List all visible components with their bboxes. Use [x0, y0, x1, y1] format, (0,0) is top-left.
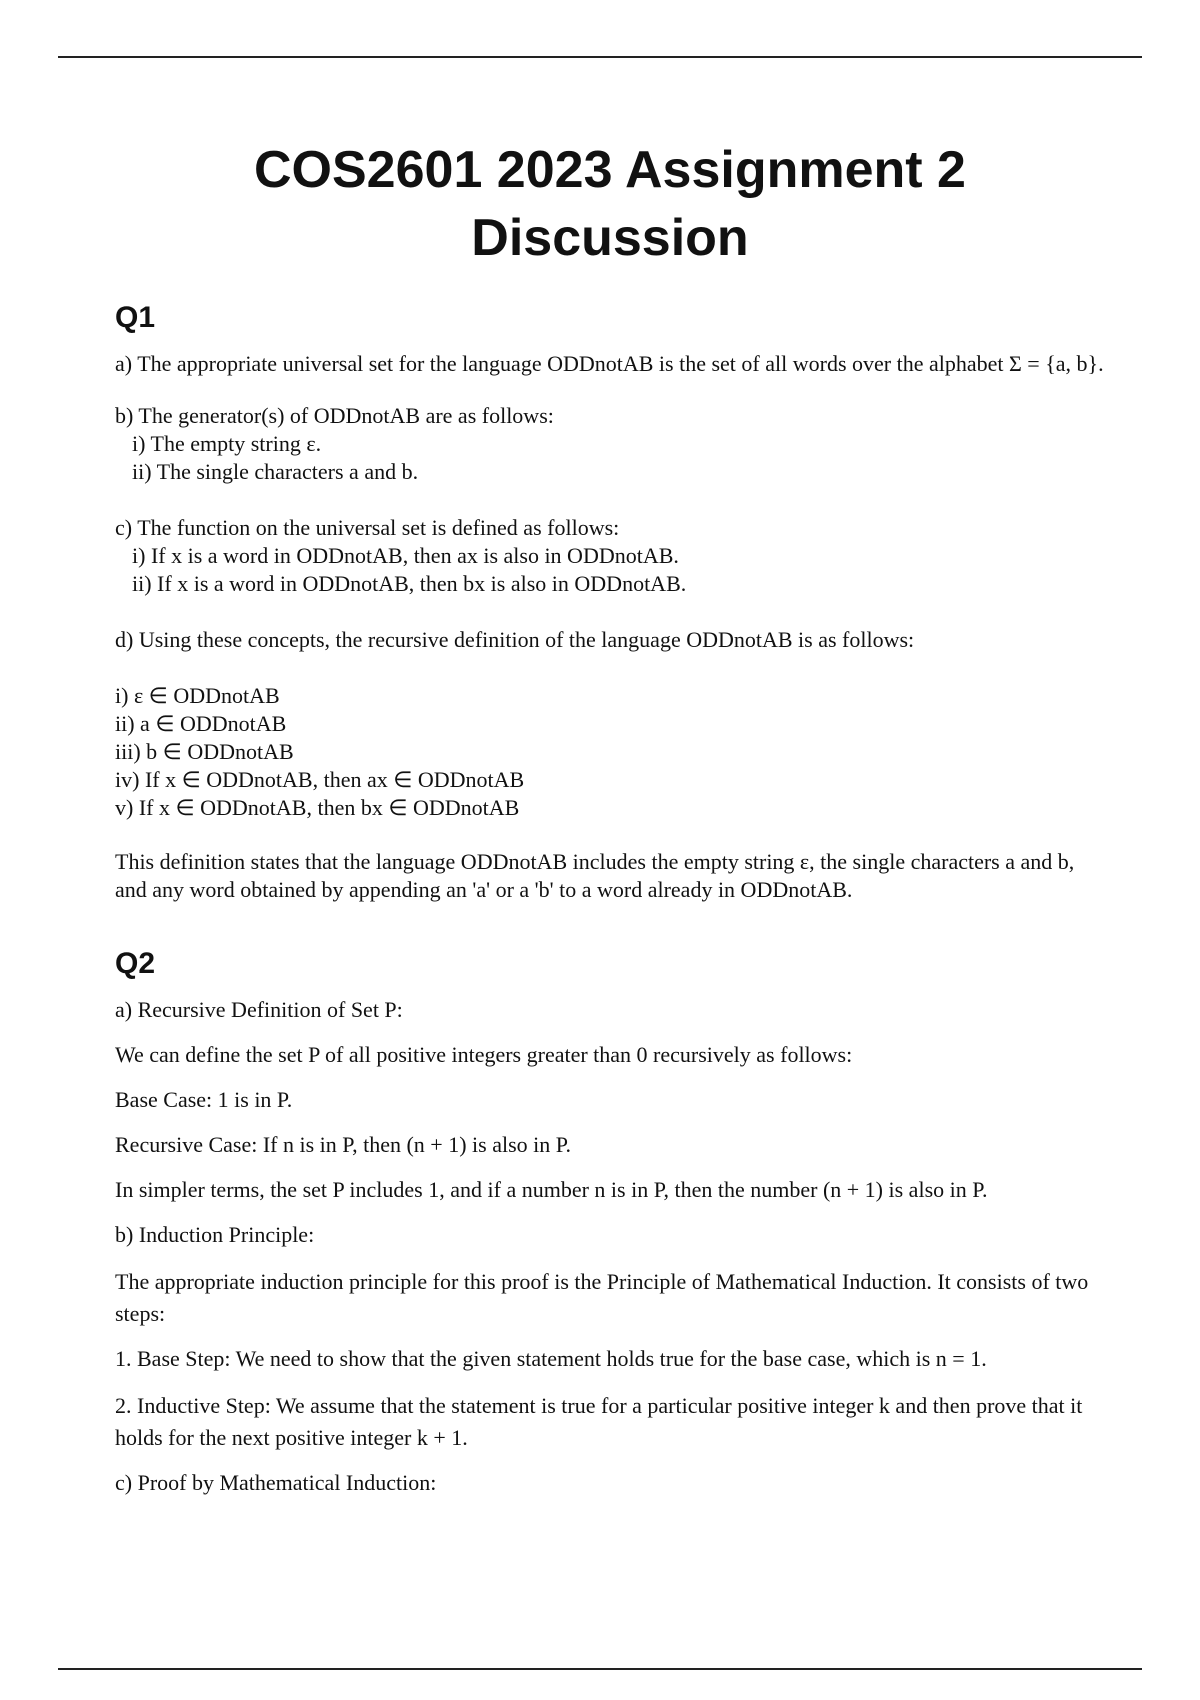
q1-c-block [115, 514, 1105, 598]
list-item: v) If x ∈ ODDnotAB, then bx ∈ ODDnotAB [115, 795, 520, 820]
q2-paragraph: a) Recursive Definition of Set P: [115, 997, 403, 1022]
q2-paragraph: The appropriate induction principle for this proof is the Principle of Mathematical Induction. It consists of two steps: [115, 1269, 1089, 1326]
q2-paragraph: b) Induction Principle: [115, 1222, 315, 1247]
list-item: i) ε ∈ ODDnotAB [115, 683, 280, 708]
bottom-rule [58, 1668, 1142, 1670]
list-item: i) If x is a word in ODDnotAB, then ax is also in ODDnotAB. [132, 543, 679, 568]
q1-summary: This definition states that the language ODDnotAB includes the empty string ε, the single characters a and b, and any word obtained by appending an 'a' or a 'b' to a word already in ODDnotAB. [115, 849, 1075, 902]
q2-paragraph: 1. Base Step: We need to show that the given statement holds true for the base case, which is n = 1. [115, 1346, 987, 1371]
q2-paragraph: Base Case: 1 is in P. [115, 1087, 293, 1112]
q1-c-list [115, 542, 1105, 598]
q2-paragraph: Recursive Case: If n is in P, then (n + 1) is also in P. [115, 1132, 572, 1157]
q1-a-text: a) The appropriate universal set for the language ODDnotAB is the set of all words over the alphabet Σ = {a, b}. [115, 351, 1104, 376]
q2-paragraph: We can define the set P of all positive integers greater than 0 recursively as follows: [115, 1042, 853, 1067]
document-page [115, 136, 1105, 1497]
list-item: iv) If x ∈ ODDnotAB, then ax ∈ ODDnotAB [115, 767, 525, 792]
list-item: iii) b ∈ ODDnotAB [115, 739, 294, 764]
q2-paragraph: c) Proof by Mathematical Induction: [115, 1470, 437, 1495]
q2-paragraph: 2. Inductive Step: We assume that the statement is true for a particular positive integer k and then prove that it holds for the next positive integer k + 1. [115, 1393, 1083, 1450]
q2-paragraph: In simpler terms, the set P includes 1, and if a number n is in P, then the number (n + 1) is also in P. [115, 1177, 988, 1202]
document-title: COS2601 2023 Assignment 2 Discussion [254, 141, 966, 267]
list-item: ii) a ∈ ODDnotAB [115, 711, 287, 736]
q1-heading: Q1 [115, 301, 156, 334]
q1-b-intro: b) The generator(s) of ODDnotAB are as follows: [115, 403, 554, 428]
q1-b-block [115, 402, 1105, 486]
q1-d-intro: d) Using these concepts, the recursive definition of the language ODDnotAB is as follows: [115, 627, 915, 652]
top-rule [58, 56, 1142, 58]
list-item: ii) The single characters a and b. [132, 459, 419, 484]
q1-d-list [115, 682, 1105, 822]
list-item: i) The empty string ε. [132, 431, 322, 456]
q2-heading: Q2 [115, 947, 156, 980]
q1-c-intro: c) The function on the universal set is defined as follows: [115, 515, 620, 540]
list-item: ii) If x is a word in ODDnotAB, then bx is also in ODDnotAB. [132, 571, 687, 596]
q1-b-list [115, 430, 1105, 486]
